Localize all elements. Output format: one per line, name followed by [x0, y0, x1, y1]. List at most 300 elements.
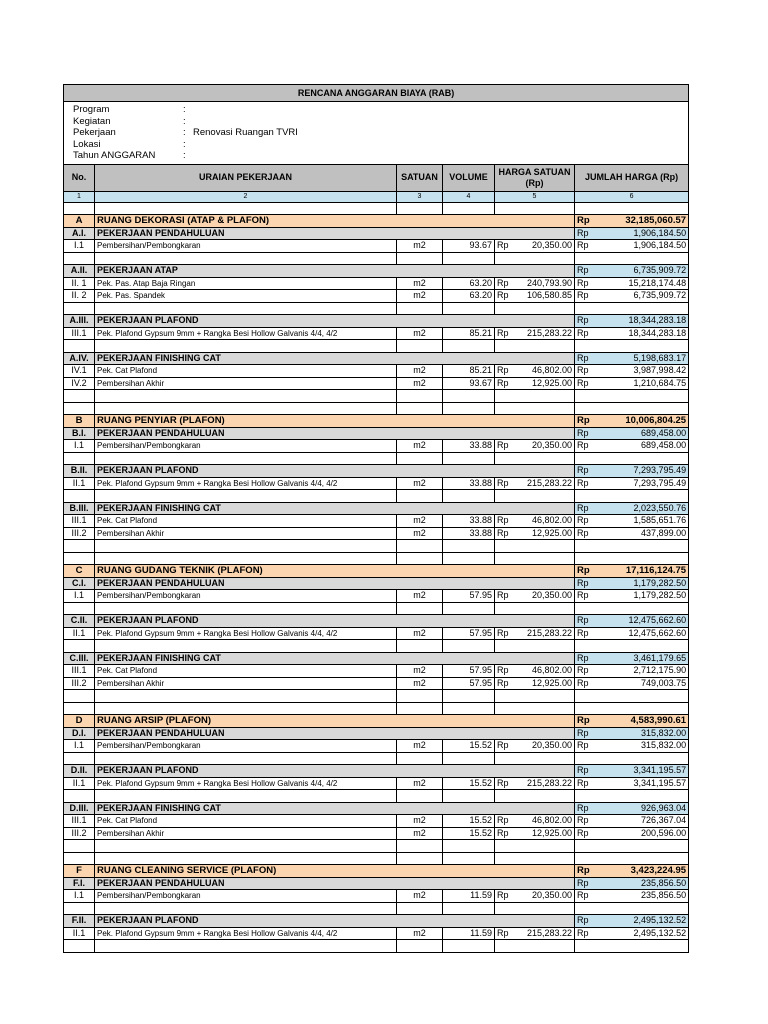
header-harga-satuan: HARGA SATUAN (Rp) — [495, 164, 575, 191]
section-total: 32,185,060.57 — [595, 215, 689, 228]
empty-cell — [64, 602, 95, 615]
item-volume: 85.21 — [443, 327, 495, 340]
item-total: 437,899.00 — [595, 527, 689, 540]
currency-label: Rp — [575, 215, 595, 228]
empty-cell — [397, 752, 443, 765]
empty-cell — [95, 602, 397, 615]
section-code: B — [64, 415, 95, 428]
subsection-code: B.III. — [64, 502, 95, 515]
subsection-row — [64, 352, 689, 365]
empty-cell — [443, 390, 495, 403]
price-currency: Rp — [495, 590, 515, 603]
item-unit: m2 — [397, 327, 443, 340]
price-currency: Rp — [495, 377, 515, 390]
empty-cell — [575, 552, 689, 565]
column-number-row — [64, 191, 689, 202]
item-unit-price: 106,580.85 — [515, 290, 575, 303]
item-unit: m2 — [397, 277, 443, 290]
empty-cell — [443, 840, 495, 853]
item-total: 18,344,283.18 — [595, 327, 689, 340]
info-block — [64, 102, 689, 165]
empty-cell — [495, 940, 575, 953]
subsection-total: 3,461,179.65 — [595, 652, 689, 665]
info-row — [73, 139, 298, 151]
subsection-name: PEKERJAAN PENDAHULUAN — [95, 227, 575, 240]
empty-cell — [495, 702, 575, 715]
total-currency: Rp — [575, 240, 595, 253]
item-unit: m2 — [397, 290, 443, 303]
section-row — [64, 415, 689, 428]
empty-cell — [397, 552, 443, 565]
blank-row — [64, 790, 689, 803]
subsection-name: PEKERJAAN PLAFOND — [95, 615, 575, 628]
item-unit-price: 46,802.00 — [515, 515, 575, 528]
currency-label: Rp — [575, 315, 595, 328]
empty-cell — [443, 852, 495, 865]
empty-cell — [443, 690, 495, 703]
subsection-code: F.I. — [64, 877, 95, 890]
subsection-code: A.III. — [64, 315, 95, 328]
empty-cell — [443, 640, 495, 653]
item-volume: 33.88 — [443, 440, 495, 453]
price-currency: Rp — [495, 290, 515, 303]
item-unit: m2 — [397, 515, 443, 528]
info-label: Program — [73, 104, 110, 115]
currency-label: Rp — [575, 427, 595, 440]
currency-label: Rp — [575, 865, 595, 878]
section-total: 10,006,804.25 — [595, 415, 689, 428]
info-value — [193, 150, 298, 162]
blank-row — [64, 452, 689, 465]
empty-cell — [495, 540, 575, 553]
subsection-total: 6,735,909.72 — [595, 265, 689, 278]
item-row — [64, 677, 689, 690]
empty-cell — [95, 840, 397, 853]
blank-row — [64, 840, 689, 853]
blank-row — [64, 852, 689, 865]
item-total: 1,210,684.75 — [595, 377, 689, 390]
price-currency: Rp — [495, 677, 515, 690]
empty-cell — [95, 752, 397, 765]
blank-row — [64, 390, 689, 403]
section-row — [64, 865, 689, 878]
item-unit-price: 20,350.00 — [515, 740, 575, 753]
item-description: Pembersihan/Pembongkaran — [95, 240, 397, 253]
subsection-total: 18,344,283.18 — [595, 315, 689, 328]
empty-cell — [64, 640, 95, 653]
empty-cell — [443, 552, 495, 565]
empty-cell — [397, 390, 443, 403]
item-volume: 33.88 — [443, 515, 495, 528]
empty-cell — [575, 302, 689, 315]
info-label: Kegiatan — [73, 115, 111, 127]
subsection-total: 689,458.00 — [595, 427, 689, 440]
empty-cell — [397, 602, 443, 615]
item-unit-price: 20,350.00 — [515, 440, 575, 453]
empty-cell — [575, 852, 689, 865]
item-total: 6,735,909.72 — [595, 290, 689, 303]
empty-cell — [575, 540, 689, 553]
item-code: III.1 — [64, 327, 95, 340]
section-name: RUANG CLEANING SERVICE (PLAFON) — [95, 865, 575, 878]
item-row — [64, 927, 689, 940]
item-code: I.1 — [64, 440, 95, 453]
empty-cell — [95, 690, 397, 703]
item-code: IV.2 — [64, 377, 95, 390]
subsection-row — [64, 877, 689, 890]
item-volume: 85.21 — [443, 365, 495, 378]
empty-cell — [443, 252, 495, 265]
item-unit: m2 — [397, 440, 443, 453]
subsection-name: PEKERJAAN PLAFOND — [95, 765, 575, 778]
total-currency: Rp — [575, 777, 595, 790]
section-name: RUANG PENYIAR (PLAFON) — [95, 415, 575, 428]
empty-cell — [64, 402, 95, 415]
empty-cell — [397, 790, 443, 803]
item-description: Pembersihan/Pembongkaran — [95, 890, 397, 903]
subsection-total: 1,179,282.50 — [595, 577, 689, 590]
empty-cell — [397, 940, 443, 953]
item-row — [64, 827, 689, 840]
item-description: Pek. Pas. Atap Baja Ringan — [95, 277, 397, 290]
empty-cell — [64, 940, 95, 953]
subsection-name: PEKERJAAN PENDAHULUAN — [95, 877, 575, 890]
item-description: Pek. Plafond Gypsum 9mm + Rangka Besi Hollow Galvanis 4/4, 4/2 — [95, 927, 397, 940]
empty-cell — [575, 490, 689, 503]
item-volume: 63.20 — [443, 277, 495, 290]
item-total: 200,596.00 — [595, 827, 689, 840]
empty-cell — [575, 390, 689, 403]
empty-cell — [397, 302, 443, 315]
empty-cell — [397, 840, 443, 853]
subsection-code: B.I. — [64, 427, 95, 440]
info-separator: : — [183, 127, 186, 138]
empty-cell — [64, 202, 95, 215]
empty-cell — [95, 640, 397, 653]
empty-cell — [95, 702, 397, 715]
subsection-total: 5,198,683.17 — [595, 352, 689, 365]
item-volume: 57.95 — [443, 590, 495, 603]
item-description: Pembersihan/Pembongkaran — [95, 590, 397, 603]
empty-cell — [64, 752, 95, 765]
item-unit: m2 — [397, 740, 443, 753]
empty-cell — [575, 902, 689, 915]
info-separator: : — [183, 115, 186, 127]
subsection-row — [64, 577, 689, 590]
empty-cell — [495, 340, 575, 353]
currency-label: Rp — [575, 877, 595, 890]
empty-cell — [495, 302, 575, 315]
empty-cell — [397, 540, 443, 553]
empty-cell — [495, 452, 575, 465]
subsection-total: 315,832.00 — [595, 727, 689, 740]
item-description: Pek. Plafond Gypsum 9mm + Rangka Besi Hollow Galvanis 4/4, 4/2 — [95, 327, 397, 340]
currency-label: Rp — [575, 465, 595, 478]
item-code: IV.1 — [64, 365, 95, 378]
empty-cell — [575, 402, 689, 415]
item-unit: m2 — [397, 527, 443, 540]
item-code: II.1 — [64, 927, 95, 940]
item-total: 235,856.50 — [595, 890, 689, 903]
subsection-name: PEKERJAAN FINISHING CAT — [95, 802, 575, 815]
rab-sheet — [63, 84, 688, 953]
empty-cell — [443, 940, 495, 953]
section-code: F — [64, 865, 95, 878]
empty-cell — [495, 252, 575, 265]
currency-label: Rp — [575, 765, 595, 778]
item-code: I.1 — [64, 740, 95, 753]
empty-cell — [397, 452, 443, 465]
item-total: 2,712,175.90 — [595, 665, 689, 678]
subsection-row — [64, 502, 689, 515]
header-row — [64, 164, 689, 191]
blank-row — [64, 902, 689, 915]
empty-cell — [443, 302, 495, 315]
blank-row — [64, 640, 689, 653]
empty-cell — [495, 202, 575, 215]
item-total: 12,475,662.60 — [595, 627, 689, 640]
empty-cell — [443, 902, 495, 915]
item-row — [64, 527, 689, 540]
item-volume: 93.67 — [443, 377, 495, 390]
subsection-total: 235,856.50 — [595, 877, 689, 890]
blank-row — [64, 252, 689, 265]
price-currency: Rp — [495, 327, 515, 340]
empty-cell — [64, 490, 95, 503]
item-unit-price: 240,793.90 — [515, 277, 575, 290]
price-currency: Rp — [495, 827, 515, 840]
total-currency: Rp — [575, 277, 595, 290]
item-unit: m2 — [397, 240, 443, 253]
empty-cell — [575, 340, 689, 353]
subsection-name: PEKERJAAN FINISHING CAT — [95, 652, 575, 665]
item-volume: 11.59 — [443, 890, 495, 903]
price-currency: Rp — [495, 777, 515, 790]
empty-cell — [64, 790, 95, 803]
subsection-row — [64, 727, 689, 740]
item-code: I.1 — [64, 240, 95, 253]
currency-label: Rp — [575, 615, 595, 628]
item-row — [64, 377, 689, 390]
item-description: Pembersihan/Pembongkaran — [95, 740, 397, 753]
empty-cell — [397, 690, 443, 703]
info-separator: : — [183, 138, 186, 150]
total-currency: Rp — [575, 290, 595, 303]
empty-cell — [495, 390, 575, 403]
item-unit: m2 — [397, 377, 443, 390]
total-currency: Rp — [575, 527, 595, 540]
empty-cell — [64, 702, 95, 715]
header-uraian: URAIAN PEKERJAAN — [95, 164, 397, 191]
section-code: A — [64, 215, 95, 228]
item-unit-price: 46,802.00 — [515, 365, 575, 378]
empty-cell — [495, 402, 575, 415]
info-label: Pekerjaan — [73, 127, 116, 138]
info-label: Tahun ANGGARAN — [73, 150, 156, 161]
total-currency: Rp — [575, 665, 595, 678]
item-total: 15,218,174.48 — [595, 277, 689, 290]
empty-cell — [443, 340, 495, 353]
col-number: 4 — [443, 191, 495, 202]
item-unit-price: 20,350.00 — [515, 240, 575, 253]
price-currency: Rp — [495, 240, 515, 253]
item-unit: m2 — [397, 890, 443, 903]
item-code: I.1 — [64, 590, 95, 603]
currency-label: Rp — [575, 502, 595, 515]
subsection-code: F.II. — [64, 915, 95, 928]
empty-cell — [64, 852, 95, 865]
item-unit: m2 — [397, 677, 443, 690]
item-row — [64, 440, 689, 453]
empty-cell — [495, 752, 575, 765]
header-no: No. — [64, 164, 95, 191]
col-number: 3 — [397, 191, 443, 202]
item-unit-price: 20,350.00 — [515, 590, 575, 603]
subsection-total: 1,906,184.50 — [595, 227, 689, 240]
subsection-code: D.III. — [64, 802, 95, 815]
currency-label: Rp — [575, 565, 595, 578]
section-row — [64, 215, 689, 228]
subsection-name: PEKERJAAN PENDAHULUAN — [95, 427, 575, 440]
total-currency: Rp — [575, 377, 595, 390]
item-volume: 11.59 — [443, 927, 495, 940]
header-satuan: SATUAN — [397, 164, 443, 191]
item-row — [64, 890, 689, 903]
item-row — [64, 665, 689, 678]
item-unit-price: 12,925.00 — [515, 677, 575, 690]
subsection-code: A.I. — [64, 227, 95, 240]
subsection-code: A.IV. — [64, 352, 95, 365]
item-row — [64, 365, 689, 378]
info-row — [73, 127, 298, 139]
header-jumlah-harga: JUMLAH HARGA (Rp) — [575, 164, 689, 191]
total-currency: Rp — [575, 477, 595, 490]
subsection-row — [64, 427, 689, 440]
item-code: II.1 — [64, 477, 95, 490]
item-code: II.1 — [64, 777, 95, 790]
section-row — [64, 715, 689, 728]
empty-cell — [397, 852, 443, 865]
empty-cell — [495, 640, 575, 653]
item-code: II. 1 — [64, 277, 95, 290]
subsection-code: D.I. — [64, 727, 95, 740]
item-unit: m2 — [397, 627, 443, 640]
info-row — [73, 104, 298, 116]
section-code: C — [64, 565, 95, 578]
empty-cell — [575, 702, 689, 715]
empty-cell — [443, 602, 495, 615]
empty-cell — [64, 840, 95, 853]
empty-cell — [443, 790, 495, 803]
empty-cell — [575, 452, 689, 465]
item-volume: 33.88 — [443, 527, 495, 540]
empty-cell — [95, 452, 397, 465]
subsection-row — [64, 465, 689, 478]
price-currency: Rp — [495, 927, 515, 940]
empty-cell — [95, 552, 397, 565]
total-currency: Rp — [575, 890, 595, 903]
item-row — [64, 327, 689, 340]
currency-label: Rp — [575, 802, 595, 815]
empty-cell — [64, 690, 95, 703]
subsection-total: 926,963.04 — [595, 802, 689, 815]
empty-cell — [95, 902, 397, 915]
info-value: Renovasi Ruangan TVRI — [193, 127, 298, 138]
item-code: III.2 — [64, 527, 95, 540]
price-currency: Rp — [495, 815, 515, 828]
empty-cell — [64, 252, 95, 265]
currency-label: Rp — [575, 415, 595, 428]
item-description: Pek. Plafond Gypsum 9mm + Rangka Besi Hollow Galvanis 4/4, 4/2 — [95, 627, 397, 640]
item-total: 726,367.04 — [595, 815, 689, 828]
item-unit-price: 12,925.00 — [515, 527, 575, 540]
empty-cell — [443, 202, 495, 215]
price-currency: Rp — [495, 440, 515, 453]
currency-label: Rp — [575, 265, 595, 278]
item-description: Pek. Pas. Spandek — [95, 290, 397, 303]
item-unit-price: 12,925.00 — [515, 827, 575, 840]
blank-row — [64, 202, 689, 215]
subsection-row — [64, 652, 689, 665]
item-description: Pek. Cat Plafond — [95, 515, 397, 528]
subsection-code: C.I. — [64, 577, 95, 590]
empty-cell — [575, 252, 689, 265]
empty-cell — [575, 940, 689, 953]
total-currency: Rp — [575, 827, 595, 840]
empty-cell — [64, 540, 95, 553]
empty-cell — [495, 840, 575, 853]
empty-cell — [443, 452, 495, 465]
subsection-code: C.III. — [64, 652, 95, 665]
col-number: 5 — [495, 191, 575, 202]
blank-row — [64, 552, 689, 565]
subsection-row — [64, 765, 689, 778]
empty-cell — [495, 852, 575, 865]
empty-cell — [397, 702, 443, 715]
item-unit-price: 215,283.22 — [515, 477, 575, 490]
item-row — [64, 777, 689, 790]
item-volume: 15.52 — [443, 827, 495, 840]
empty-cell — [64, 302, 95, 315]
empty-cell — [495, 552, 575, 565]
empty-cell — [95, 202, 397, 215]
empty-cell — [95, 540, 397, 553]
item-unit-price: 12,925.00 — [515, 377, 575, 390]
empty-cell — [64, 902, 95, 915]
subsection-name: PEKERJAAN FINISHING CAT — [95, 352, 575, 365]
col-number: 6 — [575, 191, 689, 202]
item-code: III.2 — [64, 677, 95, 690]
item-description: Pembersihan Akhir — [95, 377, 397, 390]
section-name: RUANG DEKORASI (ATAP & PLAFON) — [95, 215, 575, 228]
subsection-name: PEKERJAAN PENDAHULUAN — [95, 577, 575, 590]
item-unit-price: 20,350.00 — [515, 890, 575, 903]
subsection-total: 2,023,550.76 — [595, 502, 689, 515]
item-description: Pek. Cat Plafond — [95, 815, 397, 828]
currency-label: Rp — [575, 715, 595, 728]
item-description: Pembersihan Akhir — [95, 827, 397, 840]
info-separator: : — [183, 150, 186, 161]
empty-cell — [95, 390, 397, 403]
item-unit-price: 46,802.00 — [515, 665, 575, 678]
empty-cell — [95, 252, 397, 265]
empty-cell — [95, 852, 397, 865]
item-description: Pembersihan Akhir — [95, 677, 397, 690]
subsection-total: 2,495,132.52 — [595, 915, 689, 928]
item-row — [64, 240, 689, 253]
info-row — [73, 150, 298, 162]
item-volume: 15.52 — [443, 740, 495, 753]
